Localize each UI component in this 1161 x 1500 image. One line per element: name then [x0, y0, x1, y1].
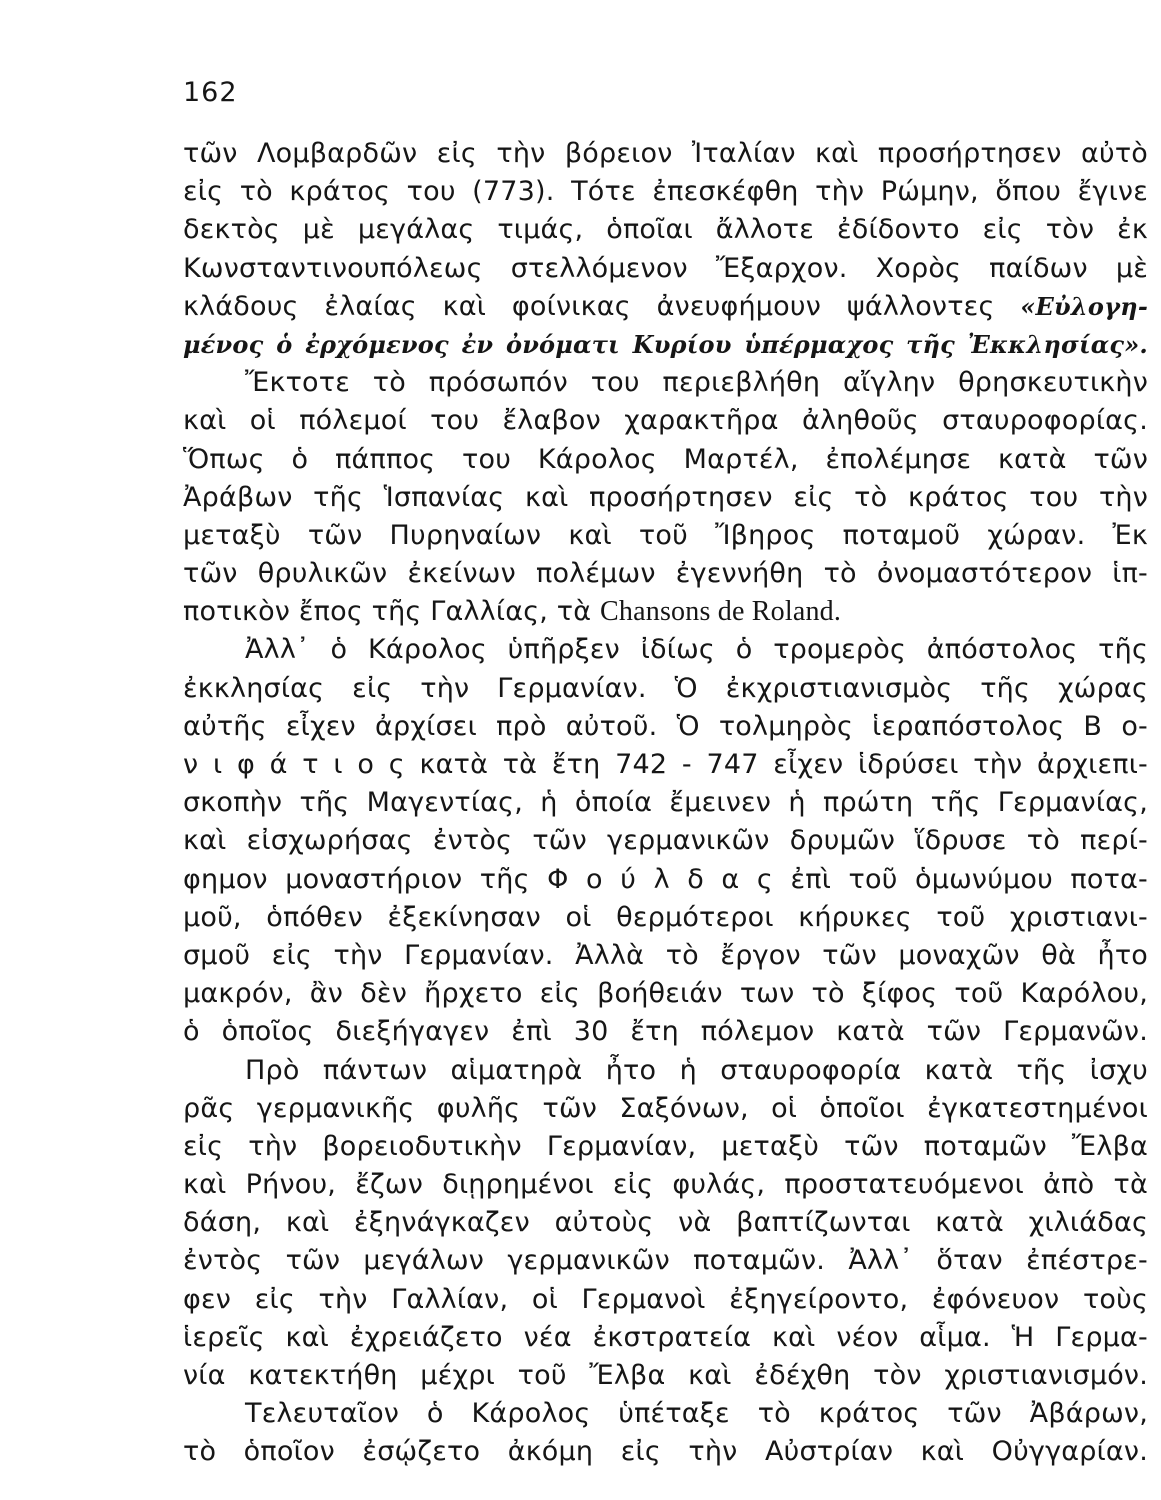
text-line: καὶ οἱ πόλεμοί του ἔλαβον χαρακτῆρα ἀληθοῦς σταυροφορίας. [183, 405, 1148, 437]
text-line: ὁ ὁποῖος διεξήγαγεν ἐπὶ 30 ἔτη πόλεμον κατὰ τῶν Γερμανῶν. [183, 1016, 1148, 1048]
text-line: αὐτῆς εἶχεν ἀρχίσει πρὸ αὐτοῦ. Ὁ τολμηρὸς ἱεραπόστολος Β ο- [183, 710, 1148, 742]
text-line: μένος ὁ ἐρχόμενος ἐν ὀνόματι Κυρίου ὑπέρμαχος τῆς Ἐκκλησίας». [183, 329, 1148, 359]
text-line: φεν εἰς τὴν Γαλλίαν, οἱ Γερμανοὶ ἐξηγείροντο, ἐφόνευον τοὺς [183, 1283, 1148, 1315]
text-line: σμοῦ εἰς τὴν Γερμανίαν. Ἀλλὰ τὸ ἔργον τῶν μοναχῶν θὰ ἦτο [183, 939, 1148, 971]
text-line: μακρόν, ἂν δὲν ἤρχετο εἰς βοήθειάν των τὸ ξίφος τοῦ Καρόλου, [183, 978, 1148, 1010]
page-number: 162 [183, 77, 238, 108]
text-line: φημον μοναστήριον τῆς Φ ο ύ λ δ α ς ἐπὶ τοῦ ὁμωνύμου ποτα- [183, 863, 1148, 895]
body-text [183, 135, 1148, 1472]
text-line: τῶν θρυλικῶν ἐκείνων πολέμων ἐγεννήθη τὸ ὀνομαστότερον ἱπ- [183, 558, 1148, 590]
text-line: κλάδους ἐλαίας καὶ φοίνικας ἀνευφήμουν ψάλλοντες «Εὐλογη- [183, 290, 1148, 322]
text-line: τῶν Λομβαρδῶν εἰς τὴν βόρειον Ἰταλίαν καὶ προσήρτησεν αὐτὸ [183, 138, 1148, 169]
text-line: Κωνσταντινουπόλεως στελλόμενον Ἔξαρχον. Χορὸς παίδων μὲ [183, 252, 1148, 284]
text-line: ἐντὸς τῶν μεγάλων γερμανικῶν ποταμῶν. Ἀλλ᾽ ὅταν ἐπέστρε- [183, 1245, 1148, 1277]
text-line: Ἀράβων τῆς Ἱσπανίας καὶ προσήρτησεν εἰς τὸ κράτος του τὴν [183, 481, 1148, 513]
text-line: μεταξὺ τῶν Πυρηναίων καὶ τοῦ Ἴβηρος ποταμοῦ χώραν. Ἐκ [183, 519, 1148, 551]
text-line: τὸ ὁποῖον ἐσῴζετο ἀκόμη εἰς τὴν Αὐστρίαν καὶ Οὐγγαρίαν. [183, 1436, 1148, 1468]
text-line: ἱερεῖς καὶ ἐχρειάζετο νέα ἐκστρατεία καὶ νέον αἷμα. Ἡ Γερμα- [183, 1321, 1148, 1353]
text-line: σκοπὴν τῆς Μαγεντίας, ἡ ὁποία ἔμεινεν ἡ πρώτη τῆς Γερμανίας, [183, 787, 1148, 819]
text-line: Πρὸ πάντων αἱματηρὰ ἦτο ἡ σταυροφορία κατὰ τῆς ἰσχυ [245, 1054, 1148, 1086]
text-line: Ἀλλ᾽ ὁ Κάρολος ὑπῆρξεν ἰδίως ὁ τρομερὸς ἀπόστολος τῆς [245, 634, 1148, 666]
text-line: Τελευταῖον ὁ Κάρολος ὑπέταξε τὸ κράτος τῶν Ἀβάρων, [245, 1398, 1148, 1430]
text-line: Ὅπως ὁ πάππος του Κάρολος Μαρτέλ, ἐπολέμησε κατὰ τῶν [183, 443, 1148, 475]
text-line: ποτικὸν ἔπος τῆς Γαλλίας, τὰ Chansons de Roland. [183, 596, 842, 628]
text-line: ἐκκλησίας εἰς τὴν Γερμανίαν. Ὁ ἐκχριστιανισμὸς τῆς χώρας [183, 672, 1148, 704]
text-line: εἰς τὴν βορειοδυτικὴν Γερμανίαν, μεταξὺ τῶν ποταμῶν Ἔλβα [183, 1130, 1148, 1162]
text-line: καὶ εἰσχωρήσας ἐντὸς τῶν γερμανικῶν δρυμῶν ἵδρυσε τὸ περί- [183, 825, 1148, 857]
text-line: νία κατεκτήθη μέχρι τοῦ Ἔλβα καὶ ἐδέχθη τὸν χριστιανισμόν. [183, 1360, 1148, 1391]
text-line: ν ι φ ά τ ι ο ς κατὰ τὰ ἔτη 742 - 747 εἶχεν ἱδρύσει τὴν ἀρχιεπι- [183, 749, 1148, 780]
text-line: ρᾶς γερμανικῆς φυλῆς τῶν Σαξόνων, οἱ ὁποῖοι ἐγκατεστημένοι [183, 1092, 1148, 1124]
text-line: εἰς τὸ κράτος του (773). Τότε ἐπεσκέφθη τὴν Ρώμην, ὅπου ἔγινε [183, 176, 1148, 208]
text-line: δεκτὸς μὲ μεγάλας τιμάς, ὁποῖαι ἄλλοτε ἐδίδοντο εἰς τὸν ἐκ [183, 214, 1148, 246]
text-line: Ἔκτοτε τὸ πρόσωπόν του περιεβλήθη αἴγλην θρησκευτικὴν [245, 367, 1148, 399]
text-line: δάση, καὶ ἐξηνάγκαζεν αὐτοὺς νὰ βαπτίζωνται κατὰ χιλιάδας [183, 1207, 1148, 1239]
text-line: μοῦ, ὁπόθεν ἐξεκίνησαν οἱ θερμότεροι κήρυκες τοῦ χριστιανι- [183, 901, 1148, 933]
text-line: καὶ Ρήνου, ἔζων διῃρημένοι εἰς φυλάς, προστατευόμενοι ἀπὸ τὰ [183, 1169, 1148, 1201]
